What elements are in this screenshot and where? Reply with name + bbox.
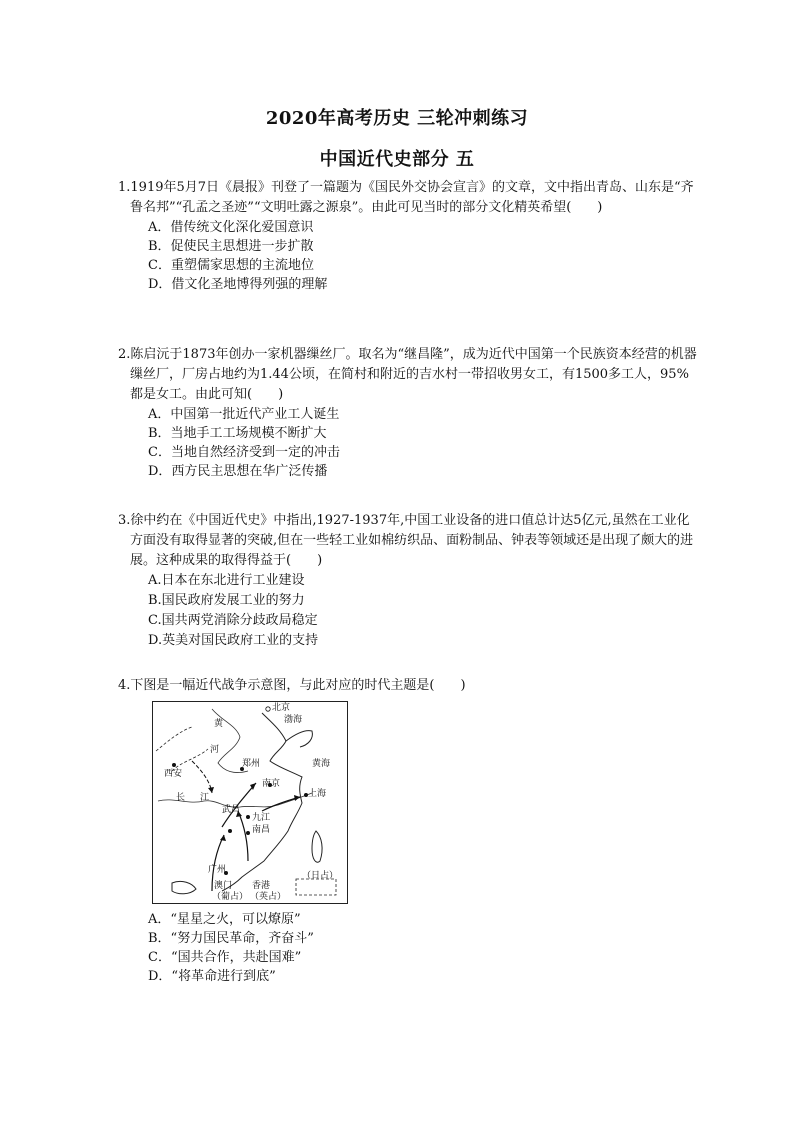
- map-label-yingzhan: （英占）: [250, 892, 287, 902]
- question-1-option-d: D．借文化圣地博得列强的理解: [148, 277, 328, 292]
- map-label-aomen: 澳门: [214, 881, 233, 891]
- map-label-shanghai: 上海: [308, 789, 327, 799]
- question-1-option-a: A．借传统文化深化爱国意识: [148, 220, 314, 235]
- question-2-stem: 2.陈启沅于1873年创办一家机器缫丝厂。取名为“继昌隆”，成为近代中国第一个民族资本经营的机器缫丝厂，厂房占地约为1.44公顷，在简村和附近的吉水村一带招收男女工，有1500多工人，95%都是女工。由此可知( ): [118, 347, 697, 402]
- map-label-xianggang: 香港: [252, 881, 271, 891]
- map-city-nanchang: [246, 831, 250, 835]
- map-label-guangzhou: 广州: [208, 865, 227, 875]
- document-subtitle: 中国近代史部分 五: [319, 149, 475, 170]
- map-label-putzhan: （葡占）: [212, 892, 249, 902]
- question-1-option-b: B．促使民主思想进一步扩散: [148, 239, 314, 254]
- document-title: 2020年高考历史 三轮冲刺练习: [265, 108, 529, 129]
- question-1-option-c: C．重塑儒家思想的主流地位: [148, 258, 314, 273]
- question-3: [118, 511, 698, 651]
- map-label-chang: 长: [176, 793, 186, 803]
- question-4-options: [118, 910, 698, 986]
- map-label-rizhan: （日占）: [302, 871, 339, 881]
- question-3-option-a: A.日本在东北进行工业建设: [148, 573, 305, 588]
- map-label-huanghai: 黄海: [312, 759, 331, 769]
- question-4-stem: 4.下图是一幅近代战争示意图，与此对应的时代主题是( ): [118, 678, 466, 693]
- map-label-zhengzhou: 郑州: [242, 759, 261, 769]
- map-label-beijing: 北京: [272, 703, 291, 713]
- question-4-option-c: C．“国共合作，共赴国难”: [148, 950, 302, 965]
- question-2-option-d: D．西方民主思想在华广泛传播: [148, 464, 328, 479]
- map-label-jiujiang: 九江: [252, 813, 271, 823]
- question-4-option-a: A．“星星之火，可以燎原”: [148, 912, 301, 927]
- map-label-xian: 西安: [164, 769, 183, 779]
- question-3-stem: 3.徐中约在《中国近代史》中指出,1927-1937年,中国工业设备的进口值总计达5亿元,虽然在工业化方面没有取得显著的突破,但在一些轻工业如棉纺织品、面粉制品、钟表等领域还是出现了颇大的进展。这种成果的取得得益于( ): [118, 513, 694, 568]
- map-label-bohai: 渤海: [284, 715, 303, 725]
- question-4-option-d: D．“将革命进行到底”: [148, 969, 276, 984]
- question-1: [118, 178, 698, 294]
- question-2: [118, 345, 698, 481]
- question-2-option-a: A．中国第一批近代产业工人诞生: [148, 407, 340, 422]
- question-3-option-b: B.国民政府发展工业的努力: [148, 593, 305, 608]
- map-label-wuchang: 武昌: [222, 805, 241, 815]
- question-1-stem: 1.1919年5月7日《晨报》刊登了一篇题为《国民外交协会宣言》的文章，文中指出青岛、山东是“齐鲁名邦”“孔孟之圣迹”“文明吐露之源泉”。由此可见当时的部分文化精英希望( ): [118, 180, 694, 215]
- map-label-nanjing: 南京: [262, 779, 281, 789]
- map-label-nanchang: 南昌: [252, 825, 271, 835]
- map-city-jiujiang: [246, 815, 250, 819]
- map-label-jiang: 江: [200, 793, 210, 803]
- map-city-xian: [172, 763, 176, 767]
- question-2-option-c: C．当地自然经济受到一定的冲击: [148, 445, 340, 460]
- question-4: [118, 676, 698, 696]
- war-map-figure: [152, 701, 348, 904]
- question-3-option-c: C.国共两党消除分歧政局稳定: [148, 613, 318, 628]
- map-city-wuchang: [228, 829, 232, 833]
- question-3-option-d: D.英美对国民政府工业的支持: [148, 633, 319, 648]
- question-4-option-b: B．“努力国民革命，齐奋斗”: [148, 931, 314, 946]
- question-2-option-b: B．当地手工工场规模不断扩大: [148, 426, 327, 441]
- map-label-he: 河: [210, 745, 220, 755]
- map-label-huang: 黄: [214, 719, 224, 729]
